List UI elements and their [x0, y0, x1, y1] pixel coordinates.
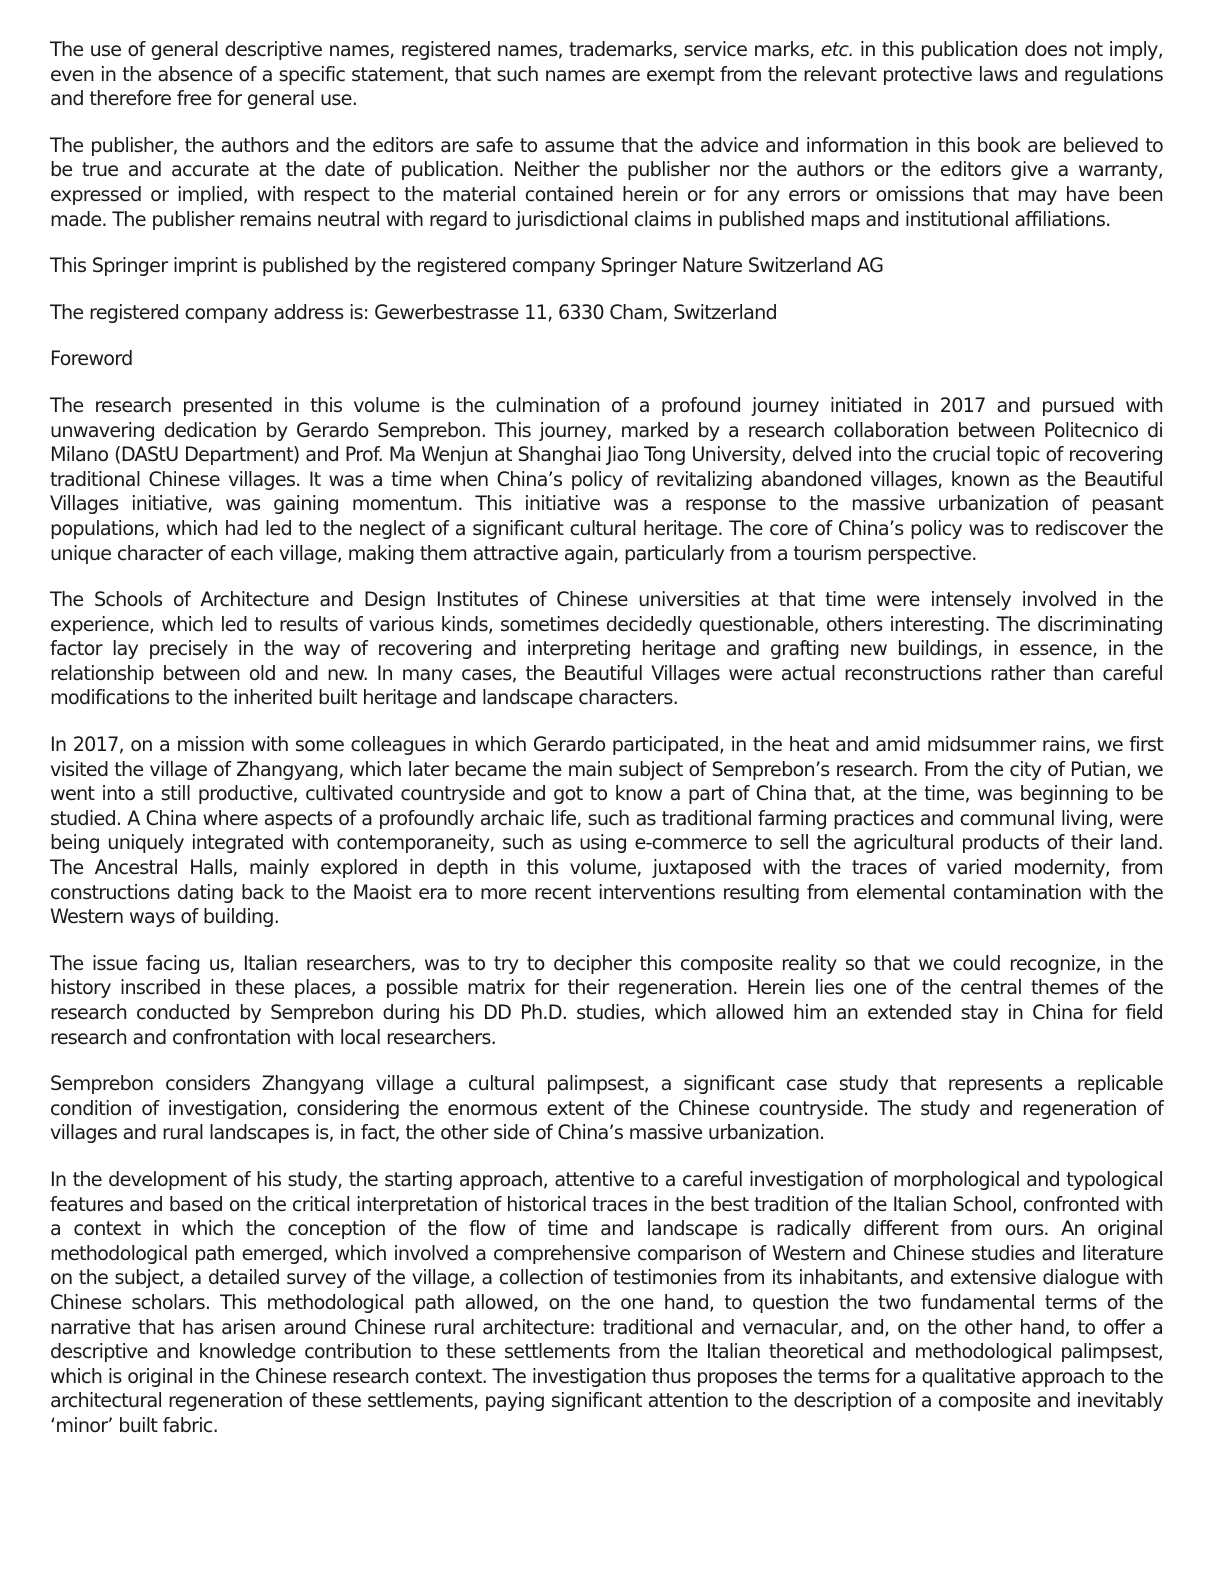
foreword-heading: Foreword	[50, 347, 133, 371]
foreword-paragraph: The research presented in this volume is the culmination of a profound journey initiated in 2017 and pursued with unwavering dedication by Gerardo Semprebon. This journey, marked by a research collaboration between Politecnico di Milano (DAStU Department) and Prof. Ma Wenjun at Shanghai Jiao Tong University, delved into the crucial topic of recovering traditional Chinese villages. It was a time when China’s policy of revitalizing abandoned villages, known as the Beautiful Villages initiative, was gaining momentum. This initiative was a response to the massive urbanization of peasant populations, which had led to the neglect of a significant cultural heritage. The core of China’s policy was to rediscover the unique character of each village, making them attractive again, particularly from a tourism perspective.	[50, 393, 1163, 565]
trademark-notice-text-end: in this publication does not imply, even in the absence of a specific statement, that such names are exempt from the relevant protective laws and regulations and therefore free for general use.	[50, 38, 1164, 111]
trademark-notice-paragraph	[50, 38, 1163, 112]
foreword-paragraph: In the development of his study, the starting approach, attentive to a careful investigation of morphological and typological features and based on the critical interpretation of historical traces in the best tradition of the Italian School, confronted with a context in which the conception of the flow of time and landscape is radically different from ours. An original methodological path emerged, which involved a comprehensive comparison of Western and Chinese studies and literature on the subject, a detailed survey of the village, a collection of testimonies from its inhabitants, and extensive dialogue with Chinese scholars. This methodological path allowed, on the one hand, to question the two fundamental terms of the narrative that has arisen around Chinese rural architecture: traditional and vernacular, and, on the other hand, to offer a descriptive and knowledge contribution to these settlements from the Italian theoretical and methodological palimpsest, which is original in the Chinese research context. The investigation thus proposes the terms for a qualitative approach to the architectural regeneration of these settlements, paying significant attention to the description of a composite and inevitably ‘minor’ built fabric.	[50, 1167, 1163, 1437]
imprint-statement: This Springer imprint is published by the registered company Springer Nature Switzerland AG	[50, 254, 884, 278]
foreword-paragraph: The Schools of Architecture and Design Institutes of Chinese universities at that time were intensely involved in the experience, which led to results of various kinds, sometimes decidedly questionable, others interesting. The discriminating factor lay precisely in the way of recovering and interpreting heritage and grafting new buildings, in essence, in the relationship between old and new. In many cases, the Beautiful Villages were actual reconstructions rather than careful modifications to the inherited built heritage and landscape characters.	[50, 588, 1163, 710]
document-page	[50, 38, 1163, 1461]
foreword-paragraph: Semprebon considers Zhangyang village a cultural palimpsest, a significant case study that represents a replicable condition of investigation, considering the enormous extent of the Chinese countryside. The study and regeneration of villages and rural landscapes is, in fact, the other side of China’s massive urbanization.	[50, 1072, 1163, 1145]
publisher-disclaimer-paragraph: The publisher, the authors and the editors are safe to assume that the advice and information in this book are believed to be true and accurate at the date of publication. Neither the publisher nor the authors or the editors give a warranty, expressed or implied, with respect to the material contained herein or for any errors or omissions that may have been made. The publisher remains neutral with regard to jurisdictional claims in published maps and institutional affiliations.	[50, 133, 1163, 231]
foreword-paragraph: The issue facing us, Italian researchers, was to try to decipher this composite reality so that we could recognize, in the history inscribed in these places, a possible matrix for their regeneration. Herein lies one of the central themes of the research conducted by Semprebon during his DD Ph.D. studies, which allowed him an extended stay in China for field research and confrontation with local researchers.	[50, 951, 1163, 1049]
trademark-notice-text-start: The use of general descriptive names, registered names, trademarks, service marks,	[50, 38, 821, 61]
trademark-notice-italic: etc.	[820, 38, 854, 61]
company-address: The registered company address is: Gewerbestrasse 11, 6330 Cham, Switzerland	[50, 300, 777, 324]
foreword-paragraph: In 2017, on a mission with some colleagues in which Gerardo participated, in the heat and amid midsummer rains, we first visited the village of Zhangyang, which later became the main subject of Semprebon’s research. From the city of Putian, we went into a still productive, cultivated countryside and got to know a part of China that, at the time, was beginning to be studied. A China where aspects of a profoundly archaic life, such as traditional farming practices and communal living, were being uniquely integrated with contemporaneity, such as using e-commerce to sell the agricultural products of their land. The Ancestral Halls, mainly explored in depth in this volume, juxtaposed with the traces of varied modernity, from constructions dating back to the Maoist era to more recent interventions resulting from elemental contamination with the Western ways of building.	[50, 733, 1163, 929]
